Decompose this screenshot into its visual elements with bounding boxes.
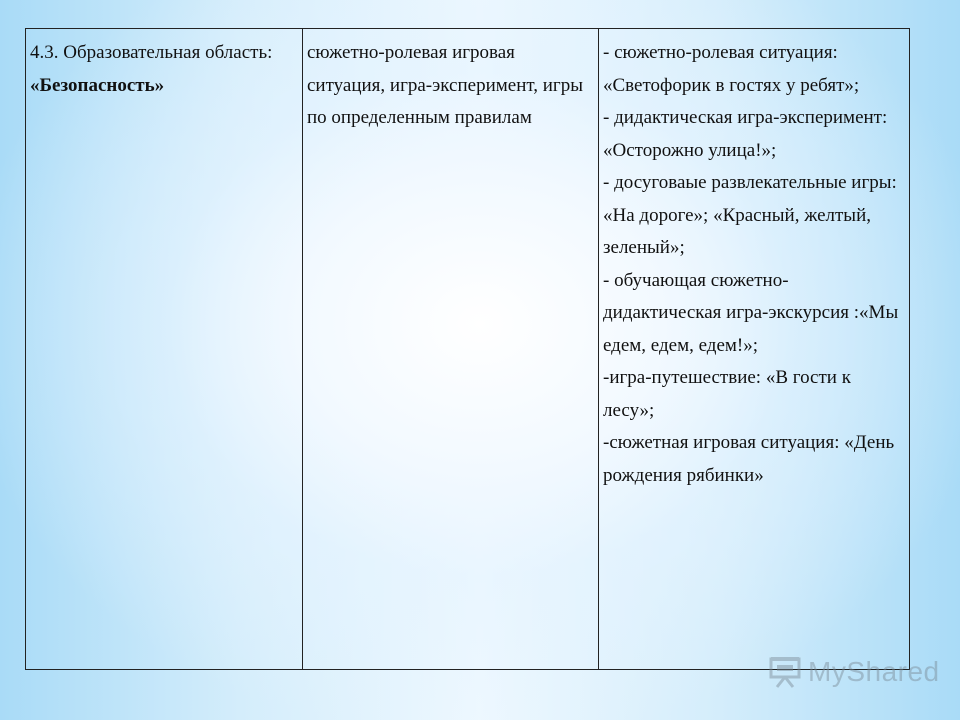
activity-item: -сюжетная игровая ситуация: «День рождения рябинки» — [603, 432, 895, 486]
presentation-board-icon — [768, 655, 802, 689]
area-cell — [26, 29, 303, 669]
activity-item: - обучающая сюжетно-дидактическая игра-экскурсия :«Мы едем, едем, едем!»; — [603, 269, 899, 356]
forms-text: сюжетно-ролевая игровая ситуация, игра-эксперимент, игры по определенным правилам — [307, 42, 583, 128]
activity-item: -игра-путешествие: «В гости к лесу»; — [603, 367, 851, 421]
watermark-text: MyShared — [808, 656, 940, 687]
area-prefix: 4.3. Образовательная область: — [30, 42, 273, 63]
activity-item: - досуговаые развлекательные игры: «На дороге»; «Красный, желтый, зеленый»; — [603, 172, 897, 258]
activity-item: - дидактическая игра-эксперимент: «Осторожно улица!»; — [603, 107, 888, 161]
forms-cell — [303, 29, 599, 669]
activity-table — [25, 28, 910, 670]
activities-cell — [599, 29, 909, 669]
activity-item: - сюжетно-ролевая ситуация: «Светофорик в гостях у ребят»; — [603, 42, 860, 96]
watermark — [768, 655, 940, 689]
area-title: «Безопасность» — [30, 74, 165, 96]
